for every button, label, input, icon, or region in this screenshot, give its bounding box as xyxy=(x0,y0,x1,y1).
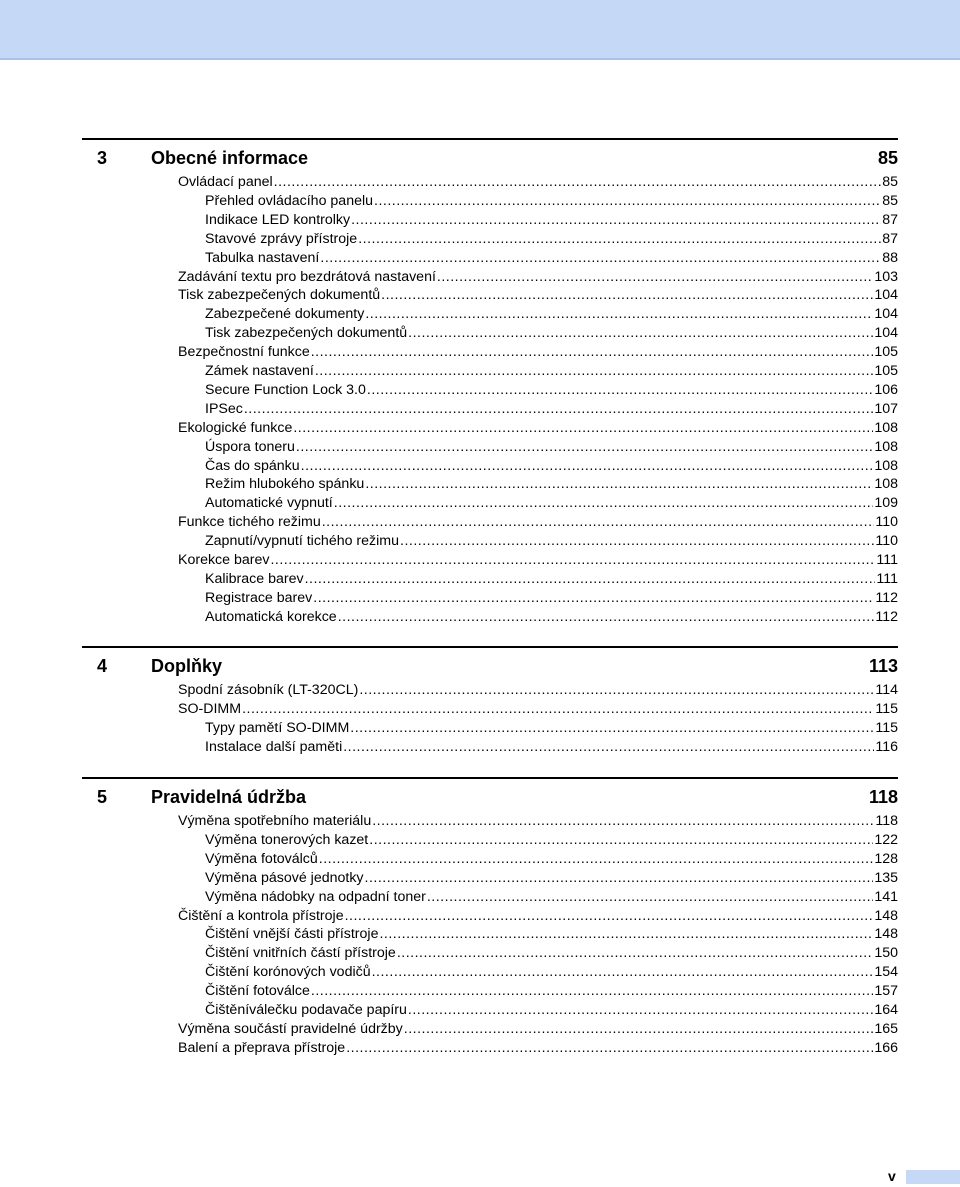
dot-leader xyxy=(301,457,874,475)
dot-leader xyxy=(372,812,874,830)
page-number: v xyxy=(888,1168,896,1184)
toc-subsection-entry[interactable] xyxy=(205,719,898,737)
entry-title: Ekologické funkce xyxy=(178,419,293,436)
entry-page-number: 141 xyxy=(874,888,898,905)
dot-leader xyxy=(351,211,881,229)
entry-page-number: 110 xyxy=(875,533,898,550)
entry-page-number: 109 xyxy=(874,495,898,512)
entry-page-number: 111 xyxy=(876,570,898,587)
entry-page-number: 128 xyxy=(874,850,898,867)
dot-leader xyxy=(311,343,874,361)
dot-leader xyxy=(397,944,874,962)
toc-subsection-entry[interactable] xyxy=(205,192,898,210)
toc-subsection-entry[interactable] xyxy=(205,211,898,229)
dot-leader xyxy=(311,982,873,1000)
toc-subsection-entry[interactable] xyxy=(205,381,898,399)
entry-page-number: 108 xyxy=(874,457,898,474)
chapter-title: Pravidelná údržba xyxy=(151,787,307,807)
entry-page-number: 104 xyxy=(874,287,898,304)
toc-subsection-entry[interactable] xyxy=(205,888,898,906)
entry-page-number: 105 xyxy=(874,363,898,379)
dot-leader xyxy=(427,888,873,906)
entry-page-number: 108 xyxy=(874,419,898,436)
entry-title: Indikace LED kontrolky xyxy=(205,211,351,228)
entry-title: Typy pamětí SO-DIMM xyxy=(205,719,350,736)
dot-leader xyxy=(305,570,876,588)
entry-title: Tisk zabezpečených dokumentů xyxy=(178,287,381,304)
entry-title: Výměna součástí pravidelné údržby xyxy=(178,1020,403,1037)
dot-leader xyxy=(346,1039,873,1057)
toc-subsection-entry[interactable] xyxy=(205,850,898,868)
entry-title: Funkce tichého režimu xyxy=(178,514,321,531)
dot-leader xyxy=(367,381,873,399)
toc-subsection-entry[interactable] xyxy=(205,1001,898,1019)
entry-page-number: 107 xyxy=(874,400,898,417)
entry-page-number: 115 xyxy=(875,700,898,717)
entry-title: Balení a přeprava přístroje xyxy=(178,1039,346,1056)
entry-page-number: 135 xyxy=(874,869,898,886)
entry-title: Výměna tonerových kazet xyxy=(205,831,369,848)
dot-leader xyxy=(343,738,874,756)
entry-page-number: 150 xyxy=(874,945,898,962)
dot-leader xyxy=(400,532,874,550)
chapter-heading[interactable] xyxy=(82,646,898,678)
entry-title: Zapnutí/vypnutí tichého režimu xyxy=(205,533,399,550)
entry-page-number: 88 xyxy=(882,249,898,266)
entry-title: Čištění vnitřních částí přístroje xyxy=(205,945,396,962)
dot-leader xyxy=(334,494,874,512)
toc-section-entry[interactable] xyxy=(178,268,898,286)
entry-title: Zadávání textu pro bezdrátová nastavení xyxy=(178,268,436,285)
toc-subsection-entry[interactable] xyxy=(205,532,898,550)
entry-page-number: 103 xyxy=(874,268,898,285)
entry-page-number: 148 xyxy=(874,907,898,924)
chapter-number: 3 xyxy=(97,148,108,168)
entry-page-number: 108 xyxy=(874,476,898,493)
toc-subsection-entry[interactable] xyxy=(205,249,898,267)
chapter-title: Doplňky xyxy=(151,656,223,676)
dot-leader xyxy=(319,850,874,868)
entry-page-number: 111 xyxy=(876,552,898,568)
entry-title: Stavové zprávy přístroje xyxy=(205,230,358,247)
entry-page-number: 114 xyxy=(875,682,898,698)
entry-title: Výměna pásové jednotky xyxy=(205,869,364,886)
toc-subsection-entry[interactable] xyxy=(205,738,898,756)
toc-subsection-entry[interactable] xyxy=(205,494,898,512)
dot-leader xyxy=(404,1020,874,1038)
entry-page-number: 104 xyxy=(874,306,898,323)
chapter-page-number: 118 xyxy=(868,787,898,807)
dot-leader xyxy=(293,419,873,437)
entry-page-number: 108 xyxy=(874,438,898,455)
entry-title: Přehled ovládacího panelu xyxy=(205,192,374,209)
chapter-heading[interactable] xyxy=(82,777,898,809)
toc-subsection-entry[interactable] xyxy=(205,457,898,475)
entry-title: Korekce barev xyxy=(178,552,270,568)
entry-page-number: 110 xyxy=(875,514,898,531)
entry-page-number: 157 xyxy=(874,983,898,1000)
dot-leader xyxy=(365,869,874,887)
toc-subsection-entry[interactable] xyxy=(205,362,898,380)
dot-leader xyxy=(338,608,875,626)
entry-title: Výměna nádobky na odpadní toner xyxy=(205,888,426,905)
toc-section-entry[interactable] xyxy=(178,343,898,361)
toc-subsection-entry[interactable] xyxy=(205,324,898,342)
entry-page-number: 85 xyxy=(882,174,898,190)
entry-page-number: 104 xyxy=(874,325,898,342)
toc-section-entry[interactable] xyxy=(178,812,898,830)
entry-title: Zabezpečené dokumenty xyxy=(205,306,365,323)
dot-leader xyxy=(270,551,875,569)
entry-page-number: 112 xyxy=(875,608,898,625)
page-number-tab xyxy=(906,1170,960,1184)
entry-title: Registrace barev xyxy=(205,589,313,606)
dot-leader xyxy=(274,173,882,191)
entry-page-number: 87 xyxy=(882,230,898,247)
entry-title: Instalace další paměti xyxy=(205,738,343,755)
entry-title: IPSec xyxy=(205,400,243,417)
toc-subsection-entry[interactable] xyxy=(205,982,898,1000)
entry-title: Tisk zabezpečených dokumentů xyxy=(205,325,408,342)
entry-title: Automatické vypnutí xyxy=(205,495,333,512)
chapter-page-number: 85 xyxy=(877,148,898,168)
toc-section-entry[interactable] xyxy=(178,551,898,569)
dot-leader xyxy=(365,475,873,493)
entry-title: Ovládací panel xyxy=(178,174,273,190)
entry-title: Výměna spotřebního materiálu xyxy=(178,813,372,829)
toc-subsection-entry[interactable] xyxy=(205,438,898,456)
entry-title: Čištěníválečku podavače papíru xyxy=(205,1002,407,1018)
toc-section-entry[interactable] xyxy=(178,700,898,718)
entry-page-number: 105 xyxy=(874,344,898,361)
toc-section-entry[interactable] xyxy=(178,513,898,531)
chapter-page-number: 113 xyxy=(868,656,898,676)
dot-leader xyxy=(296,438,873,456)
header-band xyxy=(0,0,960,60)
entry-title: Čištění fotoválce xyxy=(205,983,310,1000)
toc-subsection-entry[interactable] xyxy=(205,305,898,323)
entry-title: Čištění a kontrola přístroje xyxy=(178,907,344,924)
dot-leader xyxy=(374,192,881,210)
chapter-number: 4 xyxy=(97,656,108,676)
toc-subsection-entry[interactable] xyxy=(205,869,898,887)
dot-leader xyxy=(437,268,873,286)
entry-title: Zámek nastavení xyxy=(205,363,314,379)
entry-title: Čas do spánku xyxy=(205,457,300,474)
entry-title: Bezpečnostní funkce xyxy=(178,344,310,361)
entry-title: Čištění vnější části přístroje xyxy=(205,926,379,943)
toc-section-entry[interactable] xyxy=(178,681,898,699)
toc-subsection-entry[interactable] xyxy=(205,230,898,248)
dot-leader xyxy=(408,1001,873,1019)
toc-section-entry[interactable] xyxy=(178,907,898,925)
entry-page-number: 106 xyxy=(874,381,898,398)
entry-page-number: 148 xyxy=(874,926,898,943)
entry-title: Secure Function Lock 3.0 xyxy=(205,381,366,398)
entry-title: Úspora toneru xyxy=(205,438,295,455)
toc-subsection-entry[interactable] xyxy=(205,831,898,849)
toc-subsection-entry[interactable] xyxy=(205,400,898,418)
dot-leader xyxy=(242,700,874,718)
entry-title: Režim hlubokého spánku xyxy=(205,476,365,493)
entry-title: Výměna fotoválců xyxy=(205,850,318,867)
dot-leader xyxy=(381,286,873,304)
dot-leader xyxy=(244,400,873,418)
dot-leader xyxy=(365,305,873,323)
entry-page-number: 165 xyxy=(874,1020,898,1037)
toc-subsection-entry[interactable] xyxy=(205,963,898,981)
entry-title: Čištění korónových vodičů xyxy=(205,964,371,981)
dot-leader xyxy=(315,362,874,380)
toc-subsection-entry[interactable] xyxy=(205,589,898,607)
entry-title: Automatická korekce xyxy=(205,608,337,625)
entry-page-number: 115 xyxy=(875,719,898,736)
dot-leader xyxy=(359,681,874,699)
toc-section-entry[interactable] xyxy=(178,286,898,304)
entry-page-number: 112 xyxy=(875,589,898,606)
entry-page-number: 154 xyxy=(874,964,898,981)
dot-leader xyxy=(379,925,873,943)
dot-leader xyxy=(345,907,874,925)
dot-leader xyxy=(358,230,881,248)
dot-leader xyxy=(313,589,874,607)
chapter-title: Obecné informace xyxy=(151,148,309,168)
toc-subsection-entry[interactable] xyxy=(205,608,898,626)
dot-leader xyxy=(320,249,881,267)
entry-title: SO-DIMM xyxy=(178,700,242,717)
toc-section-entry[interactable] xyxy=(178,419,898,437)
entry-title: Kalibrace barev xyxy=(205,570,304,587)
entry-page-number: 164 xyxy=(874,1002,898,1018)
toc-section-entry[interactable] xyxy=(178,173,898,191)
entry-page-number: 116 xyxy=(875,738,898,755)
dot-leader xyxy=(408,324,873,342)
dot-leader xyxy=(350,719,874,737)
entry-page-number: 85 xyxy=(882,192,898,209)
toc-subsection-entry[interactable] xyxy=(205,925,898,943)
dot-leader xyxy=(372,963,874,981)
dot-leader xyxy=(369,831,873,849)
toc-subsection-entry[interactable] xyxy=(205,944,898,962)
toc-subsection-entry[interactable] xyxy=(205,570,898,588)
entry-title: Tabulka nastavení xyxy=(205,249,320,266)
toc-section-entry[interactable] xyxy=(178,1020,898,1038)
entry-page-number: 118 xyxy=(875,813,898,829)
chapter-heading[interactable] xyxy=(82,138,898,170)
entry-page-number: 122 xyxy=(874,831,898,848)
chapter-number: 5 xyxy=(97,787,108,807)
toc-subsection-entry[interactable] xyxy=(205,475,898,493)
entry-page-number: 166 xyxy=(874,1039,898,1056)
entry-page-number: 87 xyxy=(882,211,898,228)
dot-leader xyxy=(322,513,875,531)
entry-title: Spodní zásobník (LT-320CL) xyxy=(178,682,359,698)
toc-section-entry[interactable] xyxy=(178,1039,898,1057)
